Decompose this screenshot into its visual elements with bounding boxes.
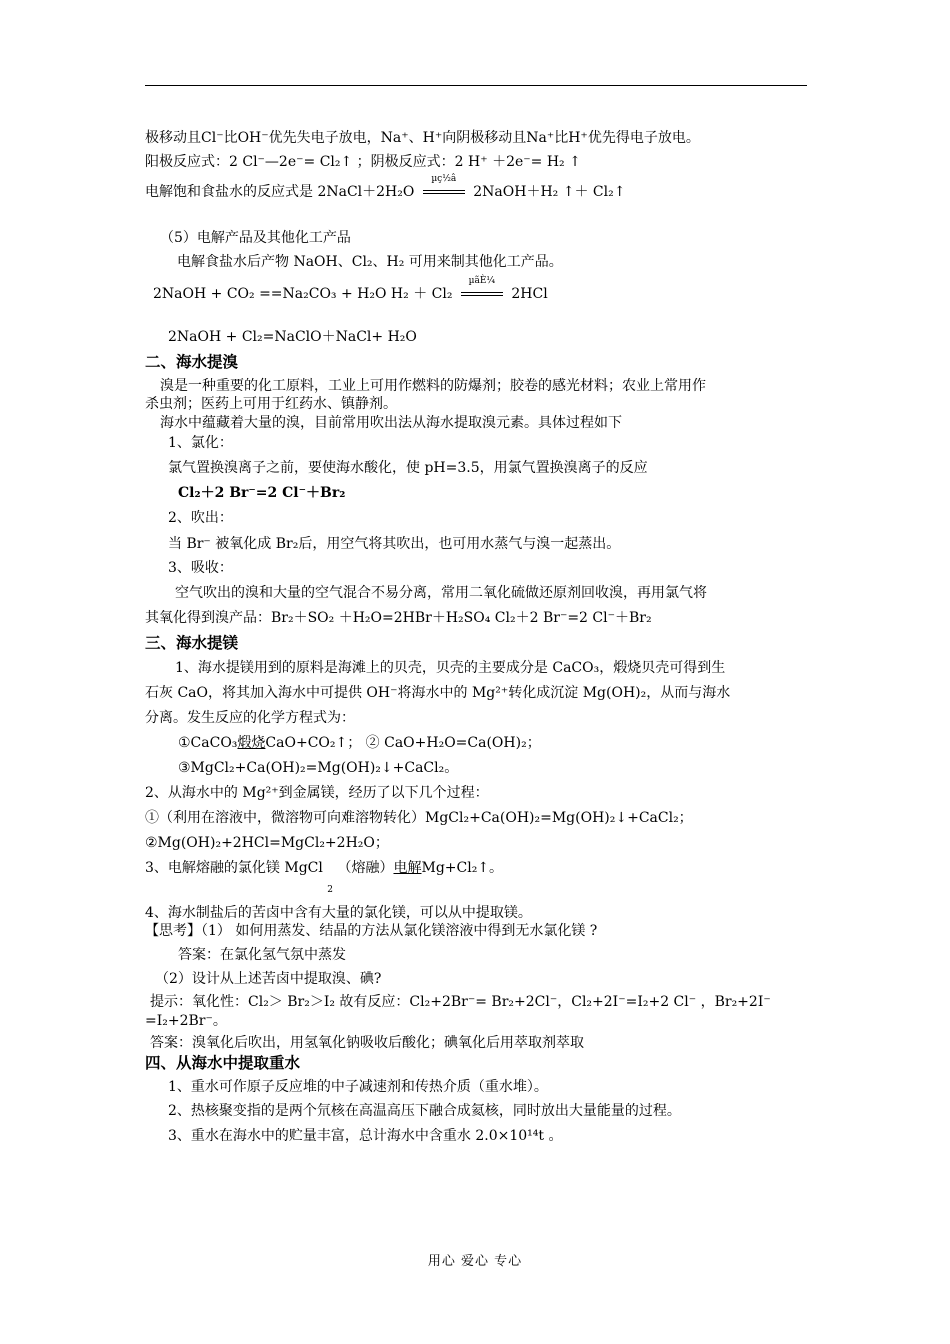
text-line: 3、吸收：: [168, 560, 233, 576]
equation-part: 3、电解熔融的氯化镁 MgCl: [145, 860, 323, 876]
text-line: 其氧化得到溴产品：Br₂＋SO₂ ＋H₂O=2HBr＋H₂SO₄ Cl₂＋2 Br⁻=2 Cl⁻＋Br₂: [145, 610, 652, 626]
text-line: 提示：氧化性：Cl₂＞ Br₂＞I₂ 故有反应：Cl₂+2Br⁻= Br₂+2Cl⁻，Cl₂+2I⁻=I₂+2 Cl⁻ ，Br₂+2I⁻: [150, 994, 771, 1010]
text-line: 答案：在氯化氢气氛中蒸发: [178, 947, 346, 963]
text-line: 氯气置换溴离子之前，要使海水酸化，使 pH=3.5，用氯气置换溴离子的反应: [168, 460, 648, 476]
equation-right: 2NaOH＋H₂ ↑＋ Cl₂↑: [473, 184, 626, 200]
text-line: 1、氯化：: [168, 435, 233, 451]
equation-line: [153, 276, 548, 303]
text-line: 溴是一种重要的化工原料，工业上可用作燃料的防爆剂；胶卷的感光材料；农业上常用作: [160, 378, 706, 394]
equation-part: CaO+CO₂↑； ② CaO+H₂O=Ca(OH)₂；: [265, 735, 541, 751]
text-line: 【思考】（1） 如何用蒸发、结晶的方法从氯化镁溶液中得到无水氯化镁 ?: [145, 923, 598, 939]
text-line: ①（利用在溶液中，微溶物可向难溶物转化）MgCl₂+Ca(OH)₂=Mg(OH)₂↓+CaCl₂；: [145, 810, 693, 826]
section-heading: 二、海水提溴: [145, 353, 239, 371]
text-line: 空气吹出的溴和大量的空气混合不易分离，常用二氧化硫做还原剂回收溴，再用氯气将: [175, 585, 707, 601]
text-line: 答案：溴氧化后吹出，用氢氧化钠吸收后酸化；碘氧化后用萃取剂萃取: [150, 1035, 584, 1051]
equation-line: Cl₂＋2 Br⁻=2 Cl⁻＋Br₂: [178, 485, 346, 501]
condition-underlined: 煅烧: [237, 735, 266, 751]
equation-left: 2NaOH + CO₂ ==Na₂CO₃ + H₂O H₂ ＋ Cl₂: [153, 286, 453, 302]
text-line: 电解食盐水后产物 NaOH、Cl₂、H₂ 可用来制其他化工产品。: [177, 254, 563, 270]
header-rule: [145, 85, 807, 86]
text-line: 阳极反应式：2 Cl⁻—2e⁻= Cl₂↑ ；阴极反应式：2 H⁺ ＋2e⁻= H₂ ↑: [145, 154, 581, 170]
equation-part: ①CaCO₃: [178, 735, 238, 751]
text-line: 3、重水在海水中的贮量丰富，总计海水中含重水 2.0×10¹⁴t 。: [168, 1128, 563, 1144]
condition-label: µãÈ¼: [468, 276, 496, 286]
condition-label: µç½â: [431, 174, 457, 184]
text-line: 石灰 CaO，将其加入海水中可提供 OH⁻将海水中的 Mg²⁺转化成沉淀 Mg(OH)₂，从而与海水: [145, 685, 731, 701]
text-line: 2、吹出：: [168, 510, 233, 526]
double-arrow-line: [461, 292, 503, 296]
equation-part: Mg+Cl₂↑。: [421, 860, 504, 876]
reaction-condition: [457, 276, 507, 303]
text-line: 当 Br⁻ 被氧化成 Br₂后，用空气将其吹出，也可用水蒸气与溴一起蒸出。: [168, 536, 621, 552]
text-line: =I₂+2Br⁻。: [145, 1013, 227, 1029]
section-heading: 四、从海水中提取重水: [145, 1054, 301, 1072]
text-line: 海水中蕴藏着大量的溴，目前常用吹出法从海水提取溴元素。具体过程如下: [160, 415, 622, 431]
page-footer: 用心 爱心 专心: [427, 1254, 523, 1269]
text-line: 2NaOH + Cl₂=NaClO＋NaCl+ H₂O: [168, 329, 417, 345]
section-heading: 三、海水提镁: [145, 634, 239, 652]
text-line: 分离。发生反应的化学方程式为：: [145, 710, 355, 726]
text-line: 1、海水提镁用到的原料是海滩上的贝壳，贝壳的主要成分是 CaCO₃，煅烧贝壳可得到生: [175, 660, 726, 676]
equation-line: [145, 859, 504, 895]
text-line: 2、从海水中的 Mg²⁺到金属镁，经历了以下几个过程：: [145, 785, 489, 801]
equation-line: [178, 734, 541, 752]
text-line: （5）电解产品及其他化工产品: [160, 230, 351, 246]
equation-line: ③MgCl₂+Ca(OH)₂=Mg(OH)₂↓+CaCl₂。: [178, 760, 459, 776]
text-line: 4、海水制盐后的苦卤中含有大量的氯化镁，可以从中提取镁。: [145, 905, 532, 921]
condition-underlined: 电解: [393, 860, 422, 876]
equation-line: [145, 174, 626, 201]
text-line: 1、重水可作原子反应堆的中子减速剂和传热介质（重水堆）。: [168, 1079, 548, 1095]
text-line: 杀虫剂；医药上可用于红药水、镇静剂。: [145, 396, 397, 412]
text-line: （2）设计从上述苦卤中提取溴、碘?: [155, 971, 382, 987]
equation-part: （熔融）: [337, 860, 394, 876]
subscript: 2: [327, 885, 334, 895]
equation-right: 2HCl: [511, 286, 548, 302]
equation-line: ②Mg(OH)₂+2HCl=MgCl₂+2H₂O；: [145, 835, 389, 851]
equation-left: 电解饱和食盐水的反应式是 2NaCl＋2H₂O: [145, 184, 415, 200]
text-line: 2、热核聚变指的是两个氘核在高温高压下融合成氦核，同时放出大量能量的过程。: [168, 1103, 681, 1119]
double-arrow-line: [423, 190, 465, 194]
reaction-condition: [419, 174, 469, 201]
text-line: 极移动且Cl⁻比OH⁻优先失电子放电，Na⁺、H⁺向阴极移动且Na⁺比H⁺优先得电子放电。: [145, 130, 700, 146]
